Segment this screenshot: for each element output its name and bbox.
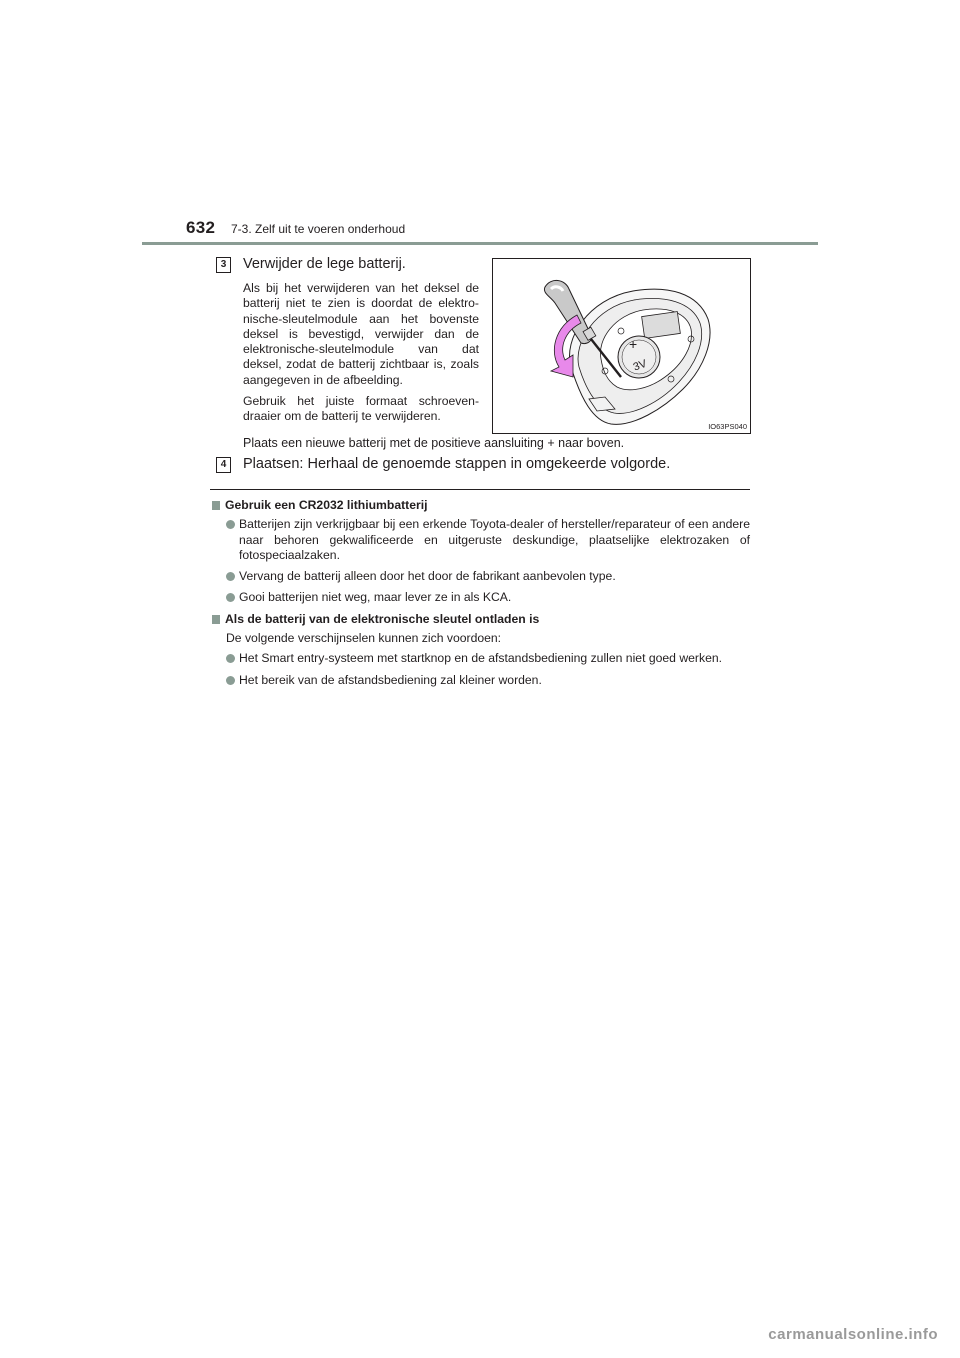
circle-bullet-icon [226, 676, 235, 685]
square-bullet-icon [212, 501, 220, 510]
note-heading-1-text: Gebruik een CR2032 lithiumbatterij [225, 498, 428, 512]
step-3-badge: 3 [216, 257, 231, 273]
figure-code: IO63PS040 [708, 422, 747, 431]
step-3-notes [243, 281, 479, 431]
circle-bullet-icon [226, 654, 235, 663]
circle-bullet-icon [226, 572, 235, 581]
notes-section [212, 498, 750, 694]
key-battery-illustration [493, 259, 750, 433]
step-4-badge: 4 [216, 457, 231, 473]
circle-bullet-icon [226, 593, 235, 602]
list-item: Het Smart entry-systeem met startknop en de afstandsbediening zullen niet goed werken. [212, 651, 750, 666]
step-3-note-1: Als bij het verwijderen van het deksel de batterij niet te zien is doordat de elektro-nische-sleutelmodule aan het bovenste deksel is bevestigd, verwijder dan de elektronische-sleutelmodule van dat deksel, zodat de batterij zichtbaar is, zoals aangegeven in de afbeelding. [243, 281, 479, 387]
battery-plus-label: + [629, 336, 638, 352]
battery-voltage-label: 3V [631, 357, 649, 374]
step-3-title: Verwijder de lege batterij. [243, 256, 406, 272]
step-3-after-text: Plaats een nieuwe batterij met de positieve aansluiting + naar boven. [243, 436, 625, 450]
watermark: carmanualsonline.info [768, 1326, 938, 1343]
list-item: Gooi batterijen niet weg, maar lever ze in als KCA. [212, 590, 750, 605]
header-rule [142, 242, 818, 245]
note-heading-2-text: Als de batterij van de elektronische sleutel ontladen is [225, 611, 540, 626]
list-item: Vervang de batterij alleen door het door de fabrikant aanbevolen type. [212, 569, 750, 584]
notes-divider [210, 489, 750, 490]
note-intro: De volgende verschijnselen kunnen zich voordoen: [226, 631, 502, 646]
section-title: 7-3. Zelf uit te voeren onderhoud [231, 222, 406, 236]
list-item: Batterijen zijn verkrijgbaar bij een erkende Toyota-dealer of hersteller/reparateur of een andere naar behoren gekwalificeerde en uitgeruste deskundige, plaatselijke elektrozaken of fotospeciaalzaken. [212, 517, 750, 563]
note-heading-1 [212, 498, 750, 513]
page-number: 632 [186, 218, 216, 237]
list-item: Het bereik van de afstandsbediening zal kleiner worden. [212, 673, 750, 688]
circle-bullet-icon [226, 520, 235, 529]
note-heading-2 [212, 612, 750, 627]
square-bullet-icon [212, 615, 220, 624]
step-3-note-2: Gebruik het juiste formaat schroeven-draaier om de batterij te verwijderen. [243, 394, 479, 424]
step-4-title: Plaatsen: Herhaal de genoemde stappen in omgekeerde volgorde. [243, 456, 671, 472]
key-battery-figure [492, 258, 751, 434]
